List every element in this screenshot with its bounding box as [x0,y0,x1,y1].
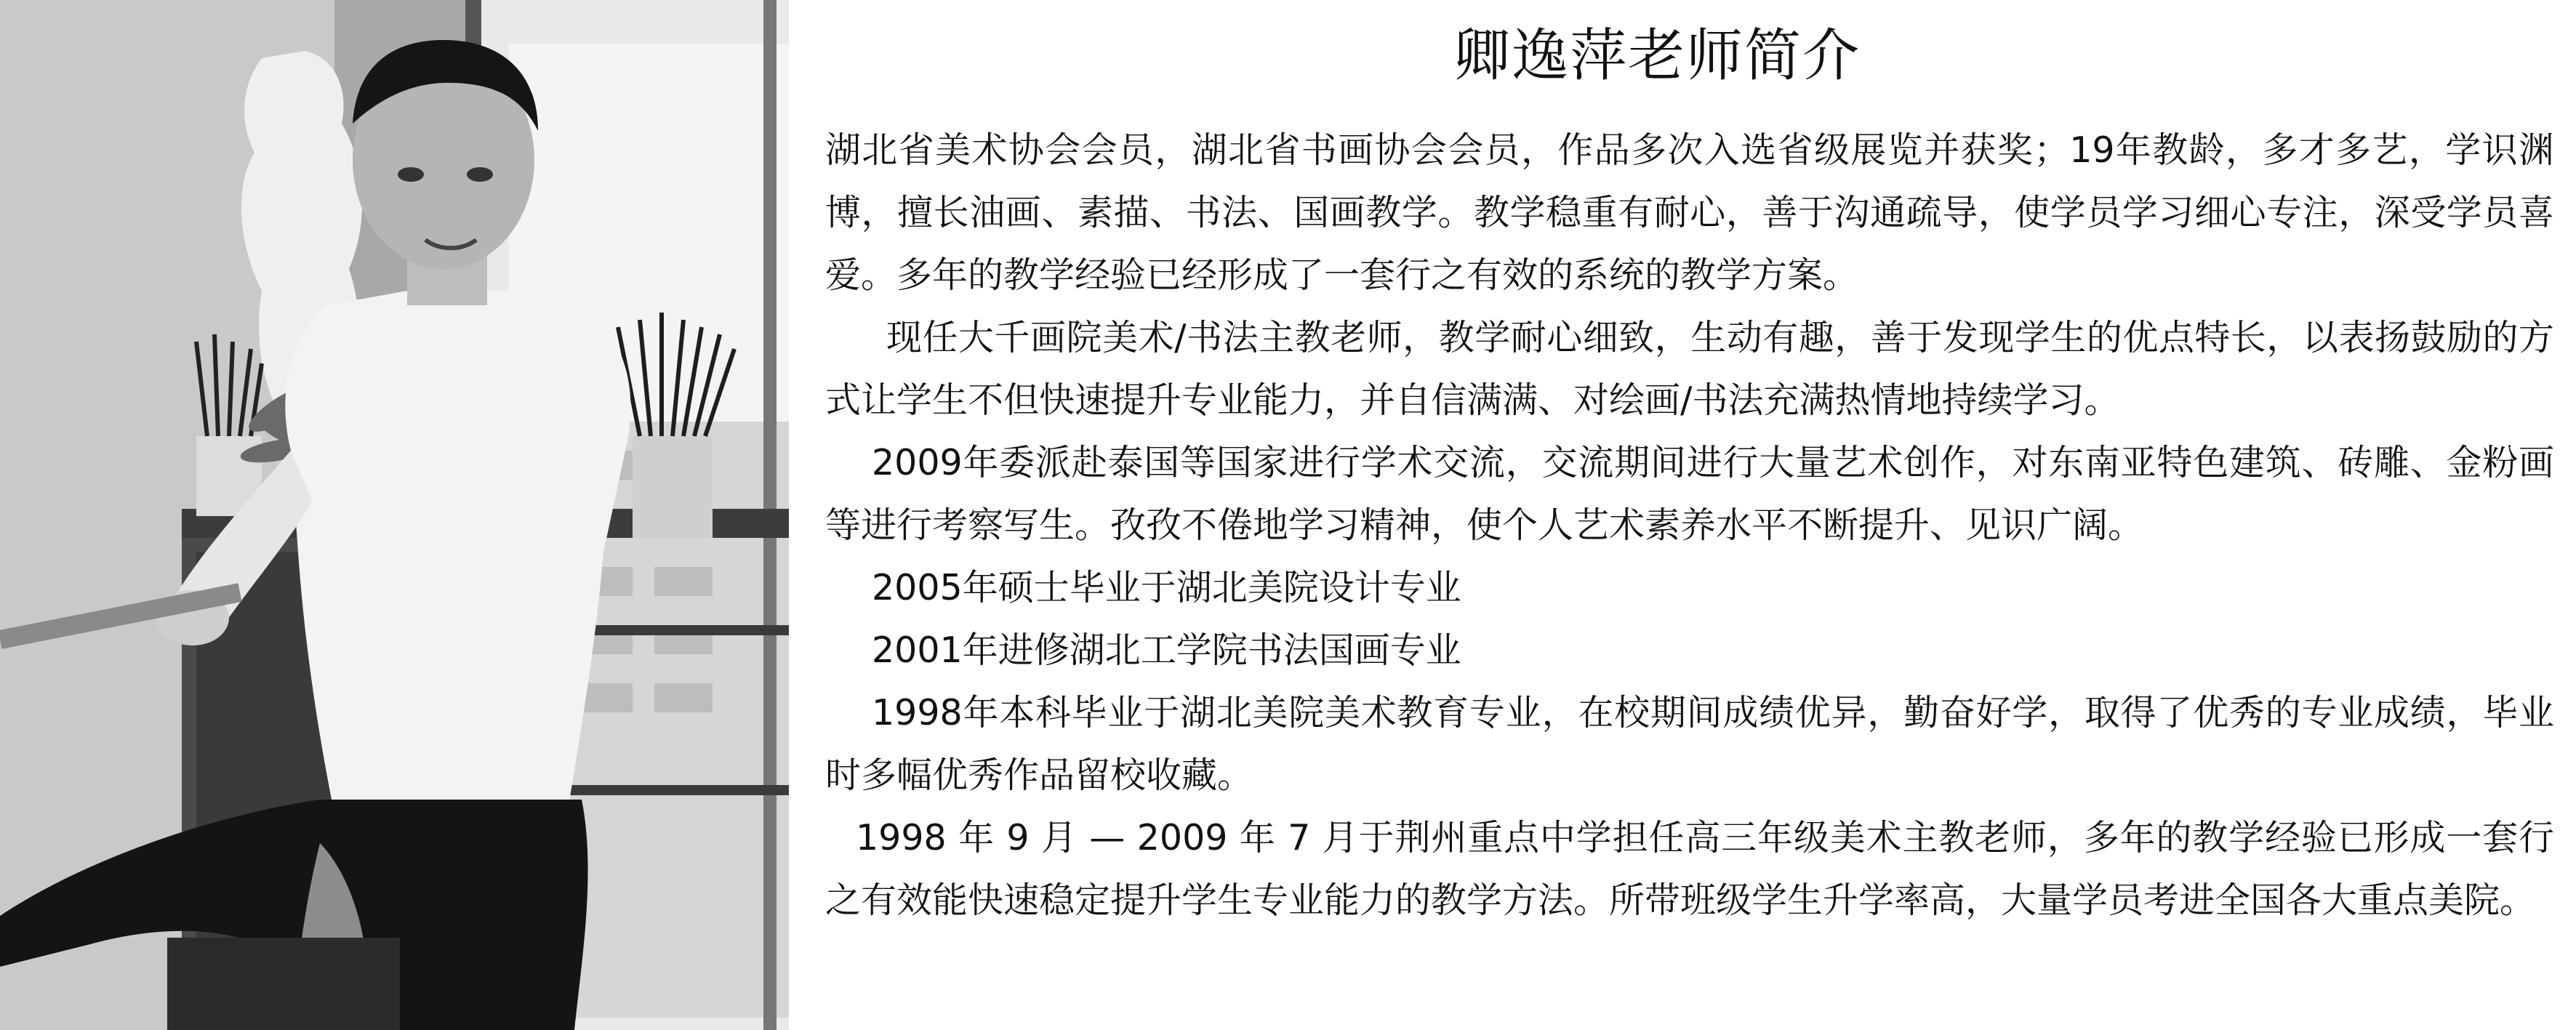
bio-paragraph-3: 2009年委派赴泰国等国家进行学术交流，交流期间进行大量艺术创作，对东南亚特色建筑、砖雕、金粉画等进行考察写生。孜孜不倦地学习精神，使个人艺术素养水平不断提升、见识广阔。 [825,442,2554,546]
bio-paragraph-2: 现任大千画院美术/书法主教老师，教学耐心细致，生动有趣，善于发现学生的优点特长，以表扬鼓励的方式让学生不但快速提升专业能力，并自信满满、对绘画/书法充满热情地持续学习。 [825,317,2554,421]
page-title: 卿逸萍老师简介 [1453,23,1861,89]
bio-paragraph-6: 1998年本科毕业于湖北美院美术教育专业，在校期间成绩优异，勤奋好学，取得了优秀的专业成绩，毕业时多幅优秀作品留校收藏。 [825,692,2554,796]
teacher-portrait-photo [0,0,789,1030]
bio-paragraph-5: 2001年进修湖北工学院书法国画专业 [872,629,1461,671]
bio-paragraph-4: 2005年硕士毕业于湖北美院设计专业 [872,567,1461,608]
portrait-illustration [0,0,789,1030]
profile-section [825,16,2554,1026]
bio-paragraph-1: 湖北省美术协会会员，湖北省书画协会会员，作品多次入选省级展览并获奖；19年教龄，多才多艺，学识渊博，擅长油画、素描、书法、国画教学。教学稳重有耐心，善于沟通疏导，使学员学习细心专注，深受学员喜爱。多年的教学经验已经形成了一套行之有效的系统的教学方案。 [825,129,2554,296]
bio-paragraph-7: 1998 年 9 月 — 2009 年 7 月于荆州重点中学担任高三年级美术主教老师，多年的教学经验已形成一套行之有效能快速稳定提升学生专业能力的教学方法。所带班级学生升学率高，大量学员考进全国各大重点美院。 [825,817,2554,921]
